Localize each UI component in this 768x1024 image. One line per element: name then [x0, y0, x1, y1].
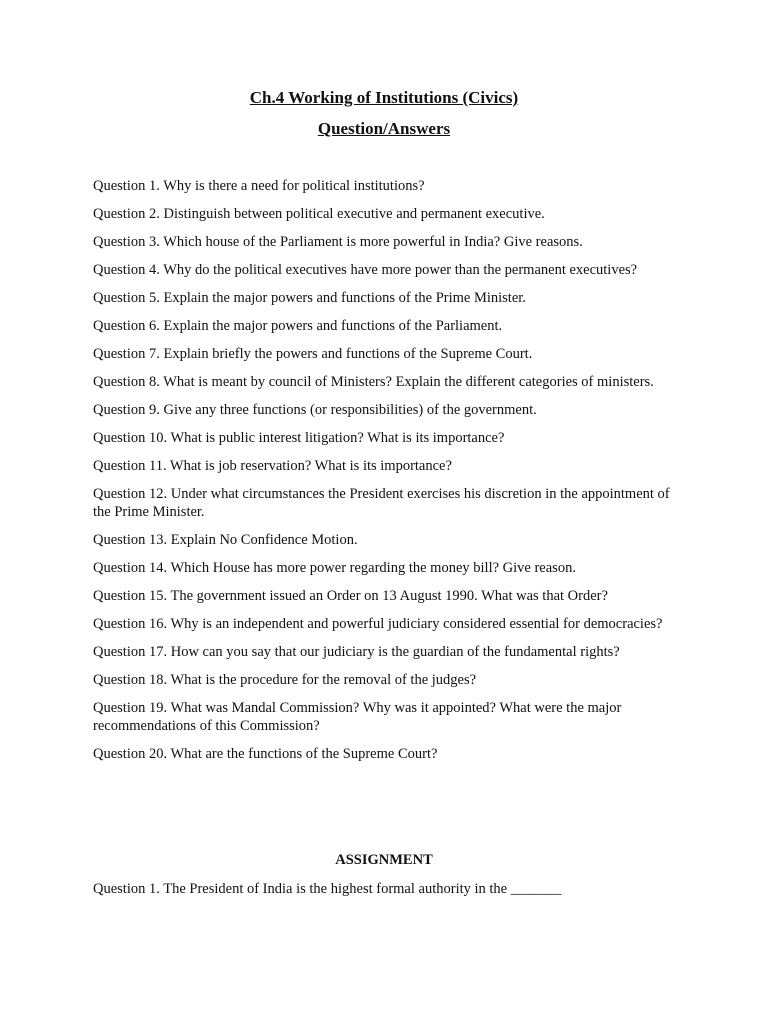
question-item: Question 5. Explain the major powers and functions of the Prime Minister.: [93, 290, 526, 306]
assignment-heading: ASSIGNMENT: [335, 852, 433, 868]
question-list: [93, 177, 673, 773]
question-item: Question 14. Which House has more power regarding the money bill? Give reason.: [93, 560, 576, 576]
question-item: Question 4. Why do the political executives have more power than the permanent executives?: [93, 262, 638, 278]
question-item: Question 7. Explain briefly the powers and functions of the Supreme Court.: [93, 346, 533, 362]
question-item: Question 1. Why is there a need for political institutions?: [93, 178, 425, 194]
question-item: Question 2. Distinguish between political executive and permanent executive.: [93, 206, 545, 222]
question-item: Question 12. Under what circumstances the President exercises his discretion in the appointment of the Prime Minister.: [93, 486, 670, 520]
question-item: Question 8. What is meant by council of Ministers? Explain the different categories of ministers.: [93, 374, 654, 390]
question-item: Question 17. How can you say that our judiciary is the guardian of the fundamental rights?: [93, 644, 620, 660]
assignment-question: Question 1. The President of India is the highest formal authority in the _______: [93, 881, 562, 897]
question-item: Question 20. What are the functions of the Supreme Court?: [93, 746, 438, 762]
question-item: Question 11. What is job reservation? What is its importance?: [93, 458, 452, 474]
document-title: Ch.4 Working of Institutions (Civics): [249, 88, 519, 107]
question-item: Question 6. Explain the major powers and functions of the Parliament.: [93, 318, 503, 334]
question-item: Question 10. What is public interest litigation? What is its importance?: [93, 430, 505, 446]
question-item: Question 18. What is the procedure for the removal of the judges?: [93, 672, 477, 688]
document-subtitle: Question/Answers: [317, 119, 451, 138]
question-item: Question 16. Why is an independent and powerful judiciary considered essential for democracies?: [93, 616, 663, 632]
question-item: Question 9. Give any three functions (or responsibilities) of the government.: [93, 402, 537, 418]
question-item: Question 19. What was Mandal Commission? Why was it appointed? What were the major recommendations of this Commission?: [93, 700, 622, 734]
question-item: Question 13. Explain No Confidence Motion.: [93, 532, 358, 548]
question-item: Question 3. Which house of the Parliament is more powerful in India? Give reasons.: [93, 234, 583, 250]
question-item: Question 15. The government issued an Order on 13 August 1990. What was that Order?: [93, 588, 608, 604]
